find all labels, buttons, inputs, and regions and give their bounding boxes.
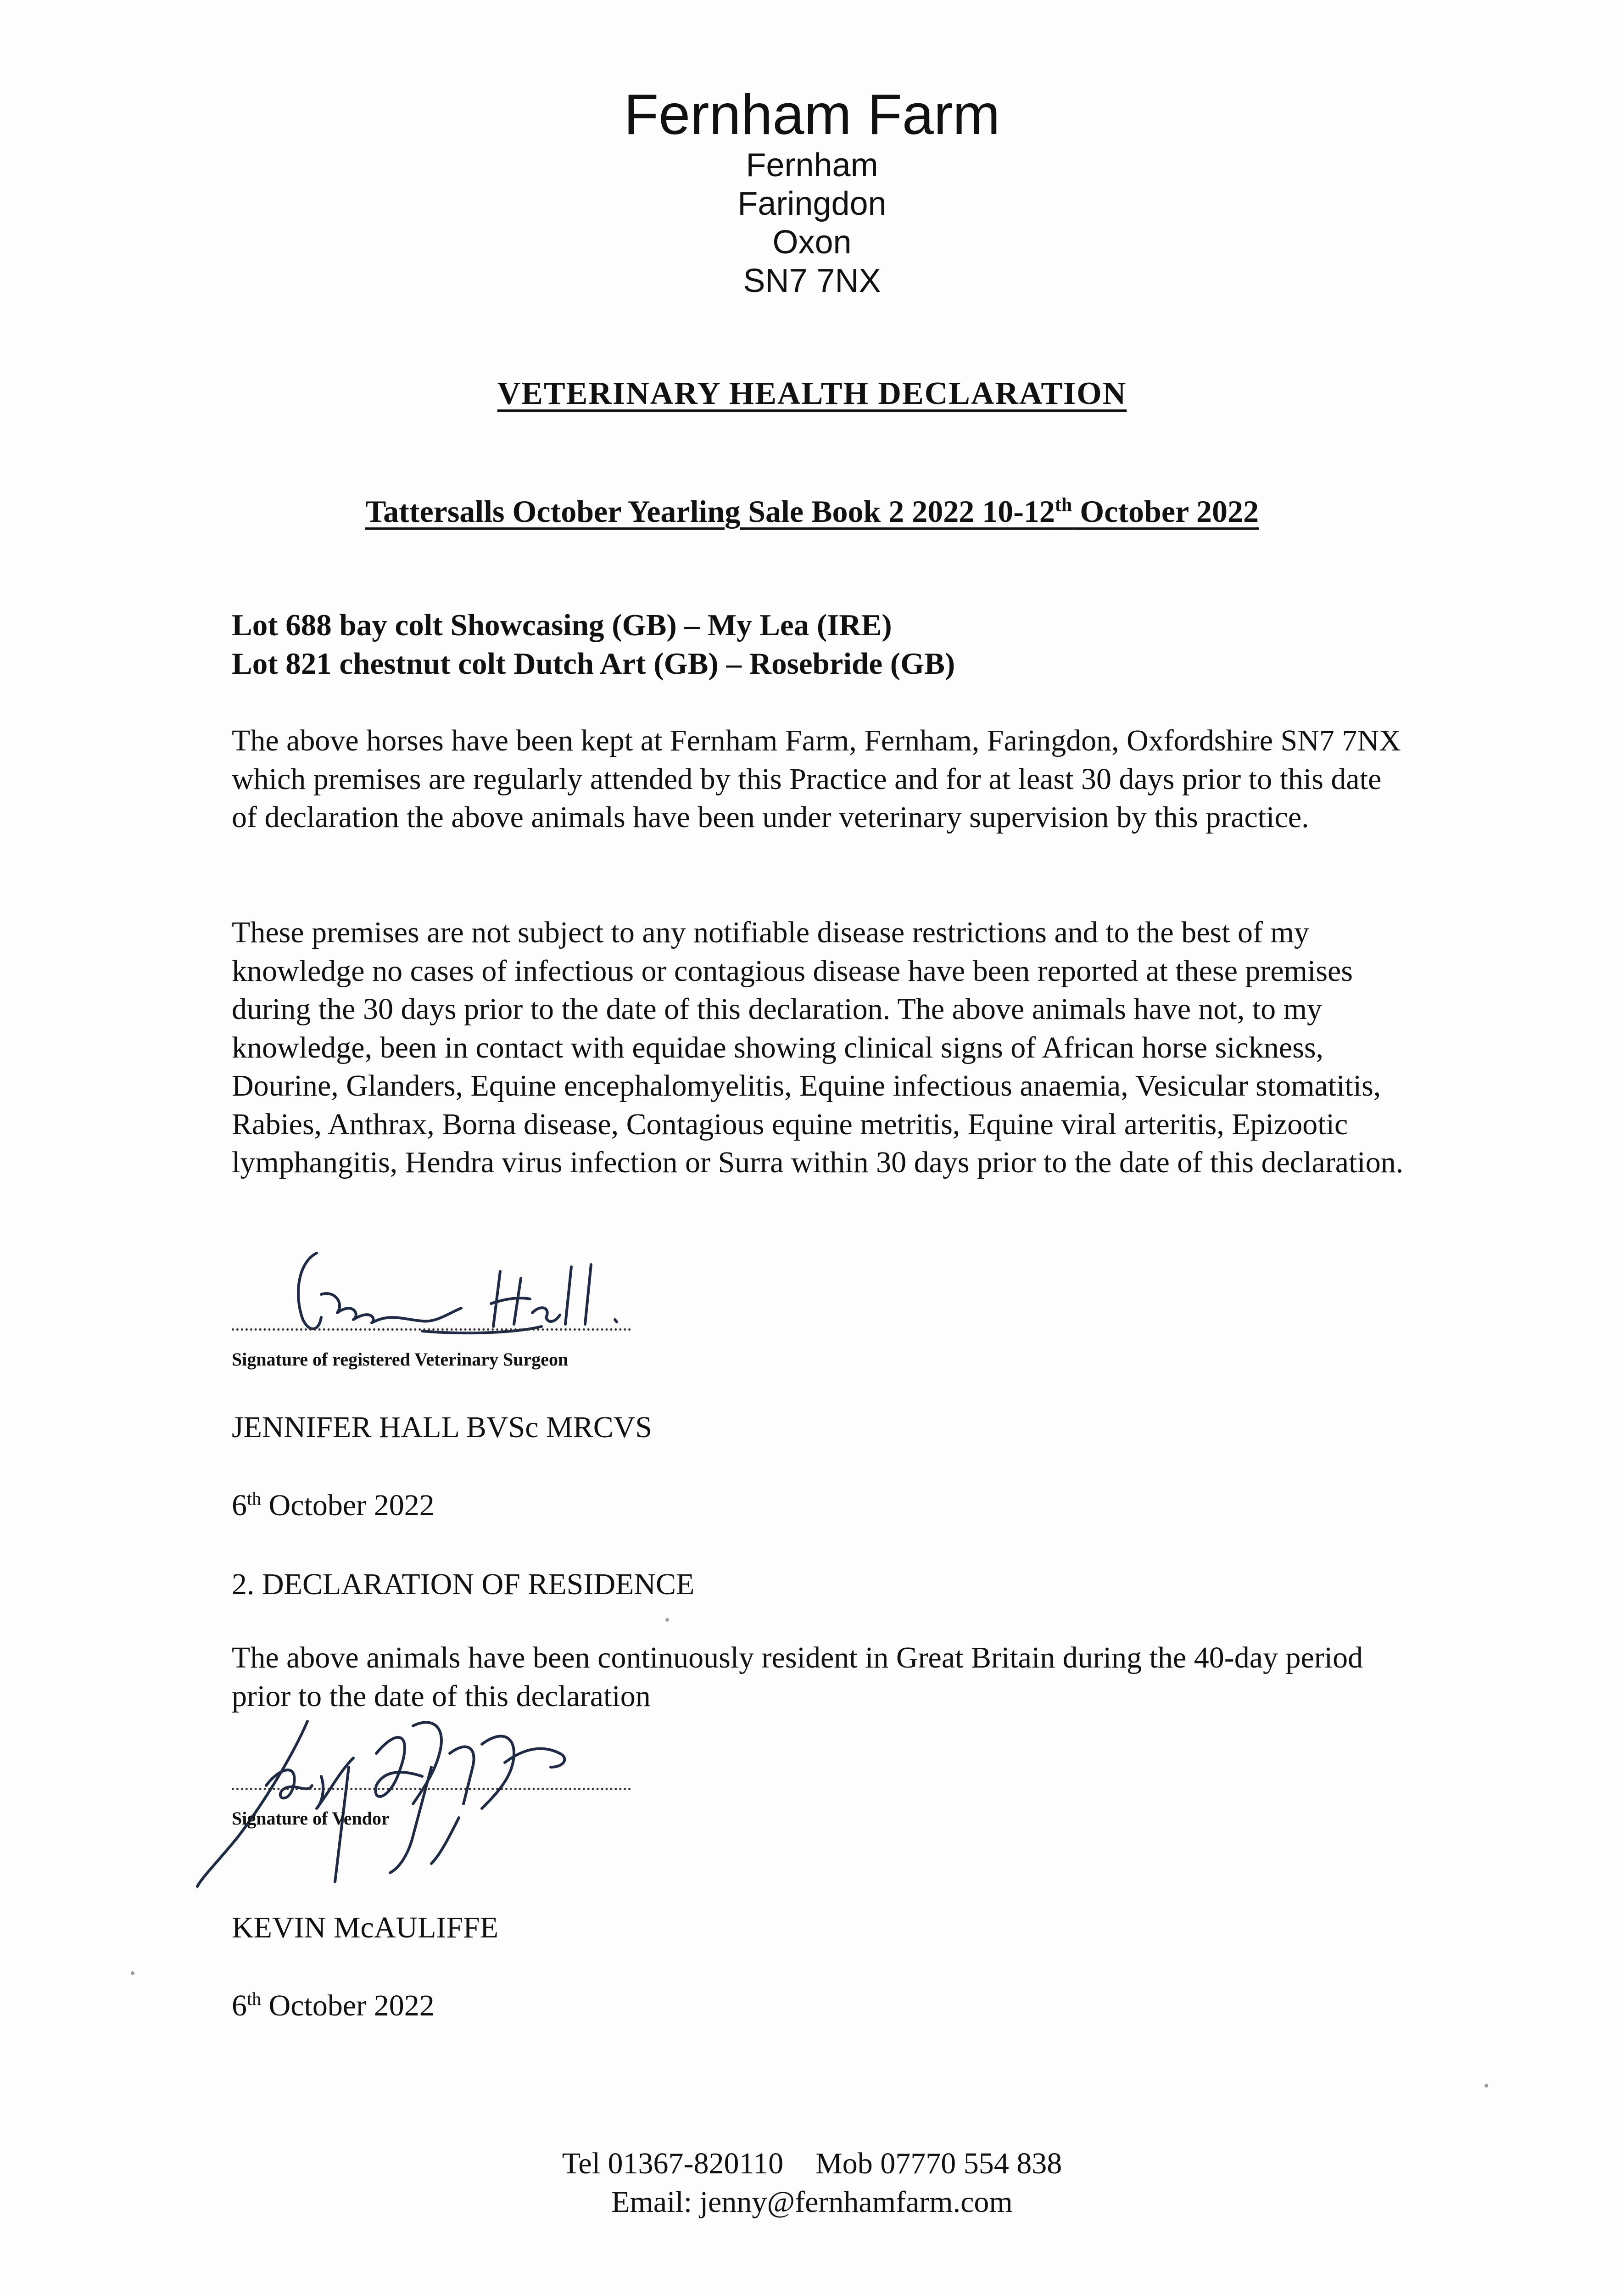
vendor-date-sup: th <box>247 1988 262 2009</box>
contact-mob: Mob 07770 554 838 <box>815 2147 1062 2180</box>
vet-date <box>232 1487 435 1524</box>
sale-heading-prefix: Tattersalls October Yearling Sale Book 2 2022 10-12 <box>365 494 1055 529</box>
address-line-2: Faringdon <box>737 185 887 222</box>
vendor-date-day: 6 <box>232 1989 247 2022</box>
vet-date-sup: th <box>247 1488 262 1509</box>
vendor-name: KEVIN McAULIFFE <box>232 1911 499 1944</box>
lot-821: Lot 821 chestnut colt Dutch Art (GB) – Rosebride (GB) <box>232 647 955 681</box>
vet-signature-line <box>232 1328 631 1331</box>
vendor-signature-line <box>232 1788 631 1790</box>
vet-date-day: 6 <box>232 1489 247 1522</box>
lot-688: Lot 688 bay colt Showcasing (GB) – My Lea (IRE) <box>232 608 892 642</box>
sale-heading-sup: th <box>1055 494 1072 516</box>
scan-speck <box>665 1618 669 1622</box>
vet-name: JENNIFER HALL BVSc MRCVS <box>232 1411 653 1444</box>
residence-paragraph: The above animals have been continuously resident in Great Britain during the 40-day period prior to the date of this declaration <box>232 1641 1363 1713</box>
scan-speck <box>1484 2084 1488 2088</box>
residence-heading: 2. DECLARATION OF RESIDENCE <box>232 1567 695 1601</box>
vendor-signature <box>184 1698 642 1891</box>
vet-signature-caption: Signature of registered Veterinary Surgeon <box>232 1349 569 1370</box>
premises-paragraph: The above horses have been kept at Fernham Farm, Fernham, Faringdon, Oxfordshire SN7 7NX which premises are regularly attended by this Practice and for at least 30 days prior to this date of declaration the above animals have been under veterinary supervision by this practice. <box>232 724 1401 834</box>
sale-heading <box>0 492 1624 531</box>
vendor-signature-caption: Signature of Vendor <box>232 1808 390 1829</box>
address-line-3: Oxon <box>772 224 852 261</box>
contact-email: Email: jenny@fernhamfarm.com <box>611 2185 1013 2219</box>
contact-phones <box>0 2144 1624 2183</box>
scan-speck <box>131 1971 134 1975</box>
contact-tel: Tel 01367-820110 <box>562 2147 784 2180</box>
sale-heading-suffix: October 2022 <box>1072 494 1259 529</box>
address-line-1: Fernham <box>746 147 878 184</box>
vet-date-rest: October 2022 <box>261 1489 435 1522</box>
vendor-date <box>232 1987 435 2024</box>
letterhead-title: Fernham Farm <box>624 83 1000 146</box>
vendor-date-rest: October 2022 <box>261 1989 435 2022</box>
lot-list <box>232 606 1406 683</box>
disease-paragraph: These premises are not subject to any notifiable disease restrictions and to the best of my knowledge no cases of infectious or contagious disease have been reported at these premises during the 30 days prior to the date of this declaration. The above animals have not, to my knowledge, been in contact with equidae showing clinical signs of African horse sickness, Dourine, Glanders, Equine encephalomyelitis, Equine infectious anaemia, Vesicular stomatitis, Rabies, Anthrax, Borna disease, Contagious equine metritis, Equine viral arteritis, Epizootic lymphangitis, Hendra virus infection or Surra within 30 days prior to the date of this declaration. <box>232 916 1404 1179</box>
address-postcode: SN7 7NX <box>743 263 881 299</box>
document-title: VETERINARY HEALTH DECLARATION <box>497 376 1127 411</box>
